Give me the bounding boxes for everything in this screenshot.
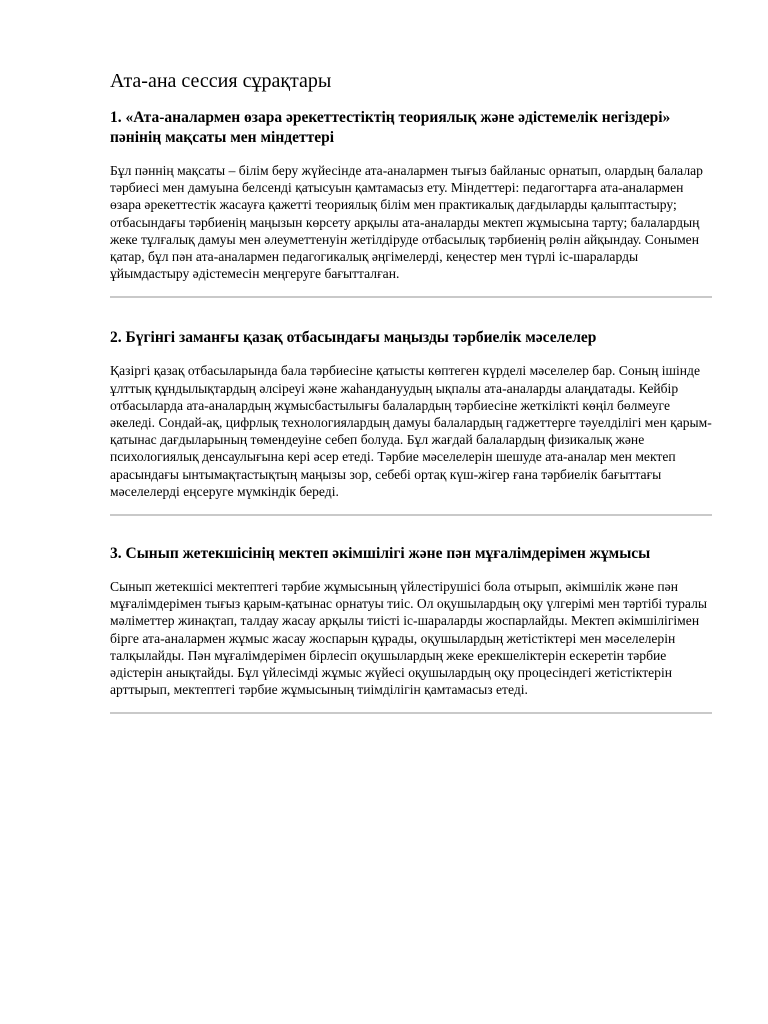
- section-body: Сынып жетекшісі мектептегі тәрбие жұмысының үйлестірушісі бола отырып, әкімшілік және пән мұғалімдерімен тығыз қарым-қатынас орнатуы тиіс. Ол оқушылардың оқу үлгерімі мен тәртібі туралы мәліметтер жинақтап, талдау жасау арқылы тиісті іс-шараларды жоспарлайды. Мектеп әкімшілігімен бірге ата-аналармен жұмыс жасау жоспарын құрады, оқушылардың жетістіктері мен мәселелерін талқылайды. Пән мұғалімдерімен бірлесіп оқушылардың жеке ерекшеліктерін ескеретін тәрбие әдістерін анықтайды. Бұл үйлесімді жұмыс жүйесі оқушылардың оқу процесіндегі жетістіктерін арттырып, мектептегі тәрбие жұмысының тиімділігін қамтамасыз етеді.: [110, 579, 707, 698]
- section-divider: [110, 712, 712, 714]
- section-heading: 1. «Ата-аналармен өзара әрекеттестіктің теориялық және әдістемелік негіздері» пәнінің мақсаты мен міндеттері: [110, 109, 671, 146]
- section-heading: 3. Сынып жетекшісінің мектеп әкімшілігі және пән мұғалімдерімен жұмысы: [110, 545, 651, 563]
- section-body: Қазіргі қазақ отбасыларында бала тәрбиесіне қатысты көптеген күрделі мәселелер бар. Соның ішінде ұлттық құндылықтардың әлсіреуі және жаһандануудың ықпалы ата-аналарды алаңдатады. Кейбір отбасыларда ата-аналардың жұмысбастылығы балалардың тәрбиесіне жеткілікті көңіл бөлмеуге әкеледі. Сондай-ақ, цифрлық технологиялардың дамуы балалардың гаджеттерге тәуелділігі мен қарым-қатынас дағдыларының төмендеуіне себеп болуда. Бұл жағдай балалардың физикалық және психологиялық денсаулығына кері әсер етеді. Тәрбие мәселелерін шешуде ата-аналар мен мектеп арасындағы ынтымақтастықтың маңызы зор, себебі ортақ күш-жігер ғана тәрбиелік бағыттағы мәселелерді еңсеруге мүмкіндік береді.: [110, 363, 712, 499]
- section-family-issues: [110, 328, 712, 516]
- section-divider: [110, 296, 712, 298]
- document-title: Ата-ана сессия сұрақтары: [110, 70, 332, 92]
- section-body: Бұл пәннің мақсаты – білім беру жүйесінде ата-аналармен тығыз байланыс орнатып, олардың балалар тәрбиесі мен дамуына белсенді қатысуын қамтамасыз ету. Міндеттері: педагогтарға ата-аналармен өзара әрекеттестік жасауға қажетті теориялық білім мен практикалық дағдыларды қалыптастыру; отбасындағы тәрбиенің маңызын көрсету арқылы ата-аналарды мектеп жұмысына тарту; балалардың жеке тұлғалық дамуы мен әлеуметтенуін жетілдіруде отбасылық тәрбиенің рөлін айқындау. Сонымен қатар, бұл пән ата-аналармен педагогикалық әңгімелерді, кеңестер мен түрлі іс-шараларды ұйымдастыру әдістемесін меңгеруге бағытталған.: [110, 163, 703, 282]
- section-goals: [110, 108, 712, 298]
- section-class-teacher: [110, 544, 712, 714]
- section-heading: 2. Бүгінгі заманғы қазақ отбасындағы маңызды тәрбиелік мәселелер: [110, 329, 597, 347]
- section-divider: [110, 514, 712, 516]
